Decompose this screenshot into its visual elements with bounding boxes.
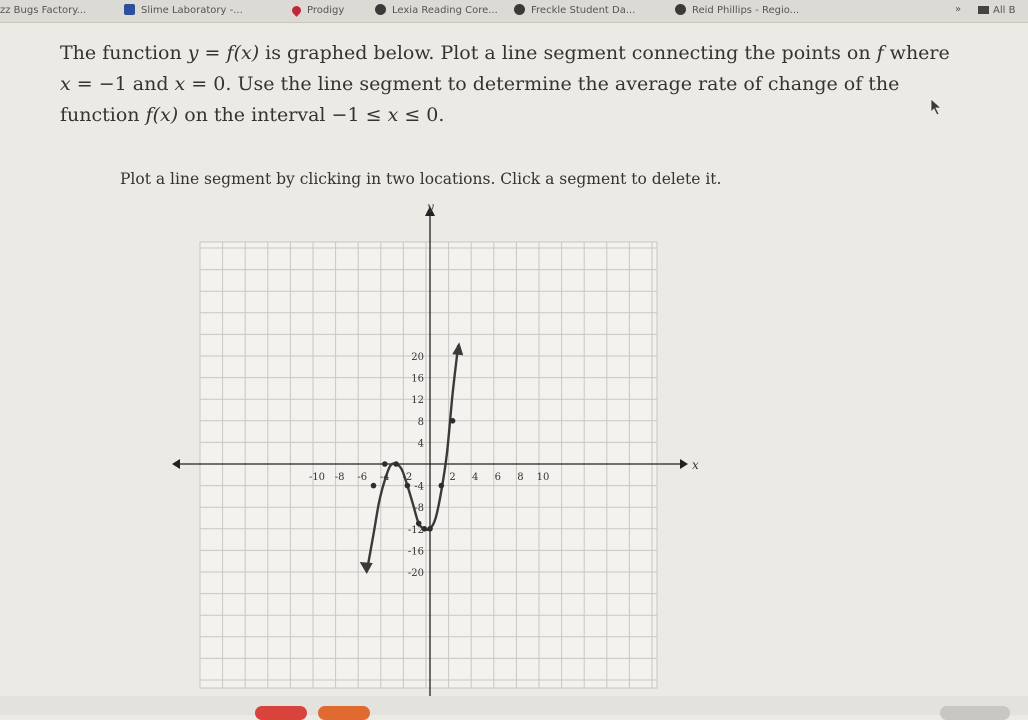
y-tick-label: -8	[414, 503, 424, 515]
curve-point[interactable]	[405, 483, 411, 489]
x-axis-arrow-left-icon	[172, 459, 180, 469]
math-variable: (x)	[233, 42, 260, 64]
curve-point[interactable]	[371, 483, 377, 489]
math-operator: ≤ 0	[398, 104, 439, 126]
math-operator: −1 ≤	[331, 104, 388, 126]
x-tick-label: 2	[449, 472, 456, 483]
y-tick-label: 4	[417, 438, 424, 450]
function-graph[interactable]	[160, 202, 720, 698]
bookmark-lexia[interactable]	[375, 4, 498, 18]
taskbar-strip	[0, 696, 1028, 715]
math-variable: (x)	[152, 104, 179, 126]
y-tick-label: -12	[407, 524, 424, 536]
prodigy-icon	[290, 4, 303, 17]
taskbar-app-icon[interactable]	[255, 706, 307, 720]
y-tick-label: -20	[407, 568, 424, 579]
question-text-part: and	[126, 73, 175, 95]
curve-point[interactable]	[439, 483, 445, 489]
curve-point[interactable]	[427, 526, 433, 532]
y-axis-label: y	[427, 202, 434, 214]
bookmark-label: Lexia Reading Core...	[392, 5, 498, 16]
mouse-cursor-icon	[930, 98, 944, 116]
folder-icon	[978, 6, 989, 14]
math-operator: = 0	[185, 73, 226, 95]
math-variable: x	[60, 73, 71, 95]
curve-point[interactable]	[382, 461, 388, 467]
circle-icon	[514, 4, 525, 15]
x-tick-label: -8	[334, 472, 345, 483]
question-line-1	[60, 38, 1020, 69]
curve-point[interactable]	[450, 418, 456, 424]
bookmark-label: zz Bugs Factory...	[0, 5, 87, 16]
y-tick-label: 8	[417, 416, 424, 428]
bookmark-label: Slime Laboratory -...	[141, 5, 243, 16]
bookmark-label: Reid Phillips - Regio...	[692, 5, 800, 16]
bookmark-reid-phillips[interactable]	[675, 4, 799, 18]
grid-lines	[200, 242, 657, 688]
y-tick-label: 12	[411, 395, 424, 407]
x-tick-label: 4	[472, 472, 479, 483]
x-tick-label: -10	[308, 472, 326, 483]
x-tick-label: 10	[536, 472, 550, 483]
all-bookmarks-button[interactable]	[978, 4, 1015, 18]
x-tick-label: 6	[494, 472, 501, 483]
x-tick-label: -2	[402, 472, 413, 483]
math-variable: y	[187, 42, 199, 64]
grid-background	[200, 242, 657, 688]
math-variable: x	[174, 73, 186, 95]
blue-square-icon	[124, 4, 135, 15]
math-operator: = −1	[70, 73, 127, 95]
question-text-part: where	[883, 42, 950, 64]
bookmark-label: Prodigy	[307, 5, 345, 16]
x-axis-arrow-right-icon	[680, 459, 688, 469]
math-variable: f	[226, 42, 234, 64]
x-axis-label: x	[692, 458, 699, 472]
bookmarks-bar	[0, 0, 1028, 23]
taskbar-app-icon[interactable]	[940, 706, 1010, 720]
question-line-3	[60, 100, 1020, 131]
bookmark-freckle[interactable]	[514, 4, 635, 18]
bookmarks-overflow-button[interactable]: »	[955, 4, 962, 15]
question-text-part: .	[438, 104, 445, 126]
y-tick-label: 16	[411, 373, 424, 385]
math-variable: x	[387, 104, 399, 126]
question-text-part: on the interval	[178, 104, 332, 126]
circle-icon	[675, 4, 686, 15]
question-text	[60, 38, 1020, 131]
x-tick-label: -6	[357, 472, 368, 483]
all-bookmarks-label: All B	[993, 5, 1016, 16]
bookmark-label: Freckle Student Da...	[531, 5, 636, 16]
x-tick-label: 8	[517, 472, 524, 483]
bookmark-slime-laboratory[interactable]	[124, 4, 243, 18]
y-tick-label: -16	[407, 546, 424, 558]
math-variable: f	[876, 42, 884, 64]
question-text-part: The function	[60, 42, 188, 64]
question-line-2	[60, 69, 1020, 100]
bookmark-bugs-factory[interactable]	[0, 4, 86, 18]
circle-icon	[375, 4, 386, 15]
bookmark-prodigy[interactable]	[292, 4, 344, 18]
y-tick-label: 20	[411, 352, 424, 363]
question-text-part: is graphed below. Plot a line segment connecting the points on	[259, 42, 877, 64]
math-operator: =	[198, 42, 227, 64]
instruction-text: Plot a line segment by clicking in two locations. Click a segment to delete it.	[120, 170, 722, 188]
y-tick-label: -4	[414, 481, 424, 493]
math-variable: f	[145, 104, 153, 126]
question-text-part: . Use the line segment to determine the average rate of change of the	[225, 73, 900, 95]
question-text-part: function	[60, 104, 146, 126]
curve-point[interactable]	[393, 461, 399, 467]
x-tick-label: -4	[379, 472, 390, 483]
taskbar-app-icon[interactable]	[318, 706, 370, 720]
